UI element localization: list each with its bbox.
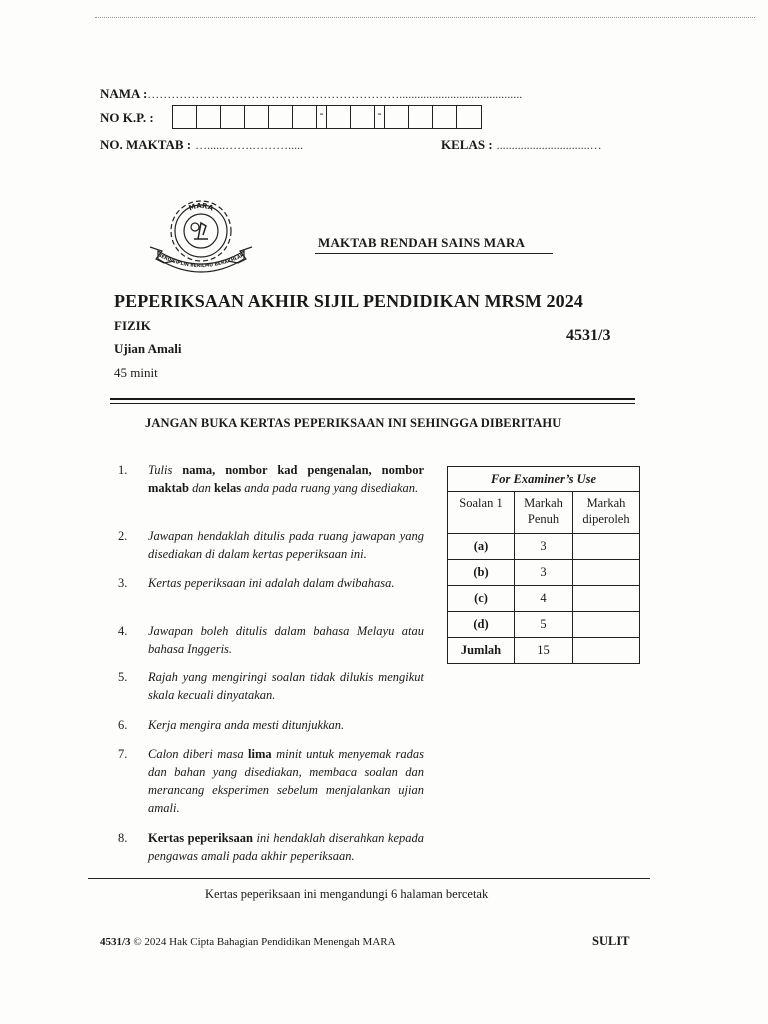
kp-digit-box[interactable]	[173, 106, 197, 128]
marks-obtained-cell[interactable]	[573, 586, 640, 612]
class-dotted-line[interactable]: ...............................…	[496, 138, 602, 152]
college-field	[100, 136, 303, 154]
mara-logo-icon	[148, 193, 254, 279]
footer-code: 4531/3	[100, 936, 131, 948]
instruction-number: 4.	[118, 624, 128, 638]
school-name: MAKTAB RENDAH SAINS MARA	[318, 235, 526, 250]
instruction-item	[118, 745, 424, 819]
col-question: Soalan 1	[448, 492, 515, 534]
question-label: (b)	[448, 560, 515, 586]
footer-divider	[88, 878, 650, 879]
instruction-number: 1.	[118, 463, 128, 477]
kp-digit-box[interactable]	[351, 106, 375, 128]
instruction-number: 5.	[118, 670, 128, 684]
total-label: Jumlah	[448, 638, 515, 664]
name-dotted-line[interactable]: ……………………………………………………….........................................	[147, 87, 523, 101]
svg-text:BERDISIPLIN BERILMU BERAKHLAK	[157, 252, 246, 269]
exam-code: 4531/3	[566, 327, 611, 344]
instruction-item	[118, 527, 424, 565]
instruction-text: Kertas peperiksaan ini hendaklah diserahkan kepada pengawas amali pada akhir peperiksaan.	[148, 831, 424, 863]
examiner-table-title: For Examiner’s Use	[448, 467, 640, 492]
instruction-number: 8.	[118, 831, 128, 845]
question-label: (d)	[448, 612, 515, 638]
exam-subject: FIZIK	[114, 318, 151, 333]
total-marks-obtained[interactable]	[573, 638, 640, 664]
marks-obtained-cell[interactable]	[573, 612, 640, 638]
instruction-item	[118, 829, 424, 867]
do-not-open-warning: JANGAN BUKA KERTAS PEPERIKSAAN INI SEHINGGA DIBERITAHU	[145, 416, 562, 430]
table-row	[448, 534, 640, 560]
full-marks-cell: 5	[515, 612, 573, 638]
logo-top-text: MARA	[187, 201, 215, 213]
kp-digit-box[interactable]	[385, 106, 409, 128]
question-label: (c)	[448, 586, 515, 612]
instruction-text: Kerja mengira anda mesti ditunjukkan.	[148, 718, 345, 732]
class-label: KELAS :	[441, 137, 493, 152]
scan-artifact-line	[95, 17, 755, 18]
page-count-note: Kertas peperiksaan ini mengandungi 6 halaman bercetak	[205, 887, 489, 901]
kp-digit-box[interactable]	[433, 106, 457, 128]
total-full-marks: 15	[515, 638, 573, 664]
question-label: (a)	[448, 534, 515, 560]
classification-label: SULIT	[592, 934, 630, 948]
col-marks-obtained: Markah diperoleh	[573, 492, 640, 534]
instruction-text: Tulis nama, nombor kad pengenalan, nombor maktab dan kelas anda pada ruang yang disediakan.	[148, 463, 424, 495]
copyright-text: © 2024 Hak Cipta Bahagian Pendidikan Menengah MARA	[130, 936, 396, 948]
instruction-item	[118, 574, 424, 612]
instruction-text: Jawapan hendaklah ditulis pada ruang jawapan yang disediakan di dalam kertas peperiksaan ini.	[148, 529, 424, 561]
total-row	[448, 638, 640, 664]
instruction-text: Kertas peperiksaan ini adalah dalam dwibahasa.	[148, 576, 395, 590]
instruction-item	[118, 716, 424, 736]
instruction-number: 7.	[118, 747, 128, 761]
kp-separator: -	[375, 106, 385, 128]
kp-digit-box[interactable]	[197, 106, 221, 128]
examiner-table	[447, 466, 640, 664]
divider-thin	[110, 403, 635, 404]
table-row	[448, 560, 640, 586]
name-field	[100, 85, 522, 103]
marks-obtained-cell[interactable]	[573, 560, 640, 586]
kp-digit-box[interactable]	[293, 106, 317, 128]
school-underline	[315, 253, 553, 254]
full-marks-cell: 4	[515, 586, 573, 612]
col-full-marks: Markah Penuh	[515, 492, 573, 534]
full-marks-cell: 3	[515, 534, 573, 560]
instruction-text: Calon diberi masa lima minit untuk menyemak radas dan bahan yang disediakan, membaca soalan dan merancang eksperimen sebelum menjalankan ujian amali.	[148, 747, 424, 815]
logo-banner-text: BERDISIPLIN BERILMU BERAKHLAK	[156, 253, 246, 270]
instruction-number: 3.	[118, 576, 128, 590]
kp-digit-box[interactable]	[327, 106, 351, 128]
kp-digit-box[interactable]	[457, 106, 481, 128]
kp-label: NO K.P. :	[100, 110, 154, 125]
footer-copyright	[100, 936, 396, 948]
exam-duration: 45 minit	[114, 365, 158, 380]
instruction-item	[118, 461, 424, 517]
instruction-item	[118, 622, 424, 660]
instruction-text: Rajah yang mengiringi soalan tidak dilukis mengikut skala kecuali dinyatakan.	[148, 670, 424, 702]
name-label: NAMA :	[100, 86, 148, 101]
svg-text:MARA	[188, 202, 215, 213]
instruction-item	[118, 668, 424, 706]
divider-thick	[110, 398, 635, 400]
kp-separator: -	[317, 106, 327, 128]
instruction-text: Jawapan boleh ditulis dalam bahasa Melayu atau bahasa Inggeris.	[148, 624, 424, 656]
marks-obtained-cell[interactable]	[573, 534, 640, 560]
instruction-number: 6.	[118, 718, 128, 732]
kp-digit-box[interactable]	[409, 106, 433, 128]
table-row	[448, 586, 640, 612]
instruction-number: 2.	[118, 529, 128, 543]
exam-title: PEPERIKSAAN AKHIR SIJIL PENDIDIKAN MRSM 2024	[114, 291, 583, 311]
kp-digit-box[interactable]	[221, 106, 245, 128]
exam-part: Ujian Amali	[114, 341, 182, 356]
table-row	[448, 612, 640, 638]
college-label: NO. MAKTAB :	[100, 137, 192, 152]
full-marks-cell: 3	[515, 560, 573, 586]
class-field	[441, 136, 602, 154]
college-dotted-line[interactable]: …......…….……….....	[195, 138, 304, 152]
kp-boxes[interactable]	[172, 105, 482, 129]
kp-digit-box[interactable]	[245, 106, 269, 128]
kp-digit-box[interactable]	[269, 106, 293, 128]
